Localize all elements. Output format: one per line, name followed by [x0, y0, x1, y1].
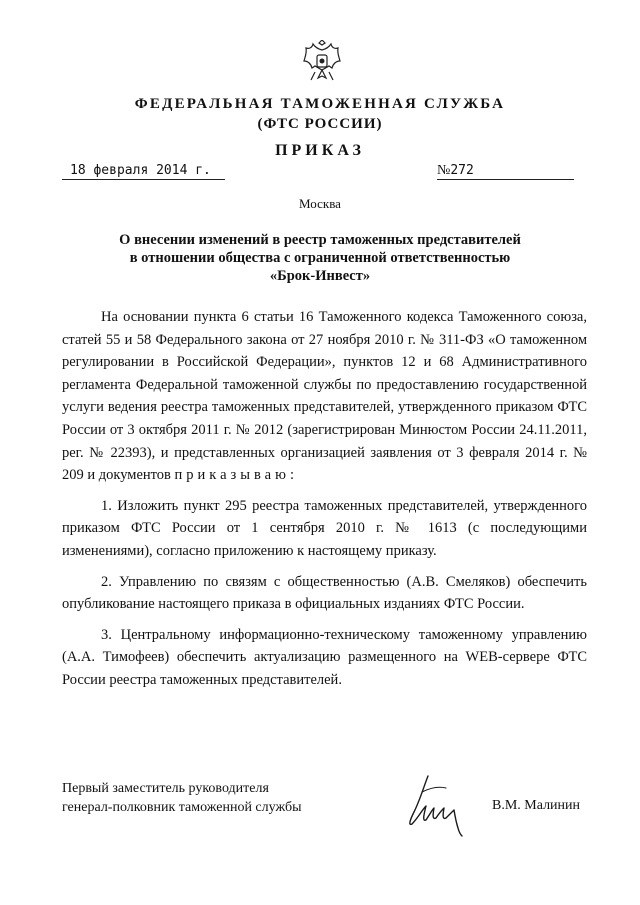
- agency-abbreviation: (ФТС РОССИИ): [257, 116, 383, 132]
- signatory-position-line-2: генерал-полковник таможенной службы: [62, 800, 302, 815]
- signatory-position-line-1: Первый заместитель руководителя: [62, 781, 269, 796]
- order-number-field: [437, 162, 574, 180]
- order-date: 18 февраля 2014 г.: [70, 163, 211, 178]
- signatory-position: [62, 779, 301, 817]
- decree-word: приказываю:: [174, 467, 298, 484]
- order-number-prefix: №: [437, 163, 451, 178]
- subject-line-2: в отношении общества с ограниченной ответственностью: [129, 250, 511, 266]
- city: Москва: [299, 196, 341, 211]
- coat-of-arms-emblem: [301, 40, 343, 86]
- subject-line-1: О внесении изменений в реестр таможенных представителей: [119, 232, 521, 248]
- order-item-2: 2. Управлению по связям с общественностью (А.В. Смеляков) обеспечить опубликование настоящего приказа в официальных изданиях ФТС России.: [62, 573, 587, 613]
- order-body: [62, 306, 587, 692]
- preamble-text: На основании пункта 6 статьи 16 Таможенного кодекса Таможенного союза, статей 55 и 58 Федерального закона от 27 ноября 2010 г. № 311-ФЗ «О таможенном регулировании в Российской Федерации», пунктов 12 и 68 Административного регламента Федеральной таможенной службы по предоставлению государственной услуги ведения реестра таможенных представителей, утвержденного приказом ФТС России от 3 октября 2011 г. № 2012 (зарегистрирован Минюстом России 24.11.2011, рег. № 22393), и представленных организацией заявления от 3 февраля 2014 г. № 209 и документов: [62, 309, 587, 484]
- handwritten-signature: [400, 770, 470, 838]
- order-item-1: 1. Изложить пункт 295 реестра таможенных представителей, утвержденного приказом ФТС России от 1 сентября 2010 г. № 1613 (с последующими изменениями), согласно приложению к настоящему приказу.: [62, 497, 587, 559]
- document-type: ПРИКАЗ: [275, 142, 365, 159]
- signatory-name: В.М. Малинин: [492, 798, 581, 813]
- order-date-field: [62, 162, 225, 180]
- preamble-paragraph: [62, 306, 587, 487]
- agency-name: ФЕДЕРАЛЬНАЯ ТАМОЖЕННАЯ СЛУЖБА: [134, 96, 506, 112]
- order-subject: [0, 231, 640, 285]
- order-number: 272: [450, 163, 474, 178]
- order-item-3: 3. Центральному информационно-техническому таможенному управлению (А.А. Тимофеев) обеспечить актуализацию размещенного на WEB-сервере ФТС России реестра таможенных представителей.: [62, 626, 587, 688]
- subject-line-3: «Брок-Инвест»: [269, 268, 371, 284]
